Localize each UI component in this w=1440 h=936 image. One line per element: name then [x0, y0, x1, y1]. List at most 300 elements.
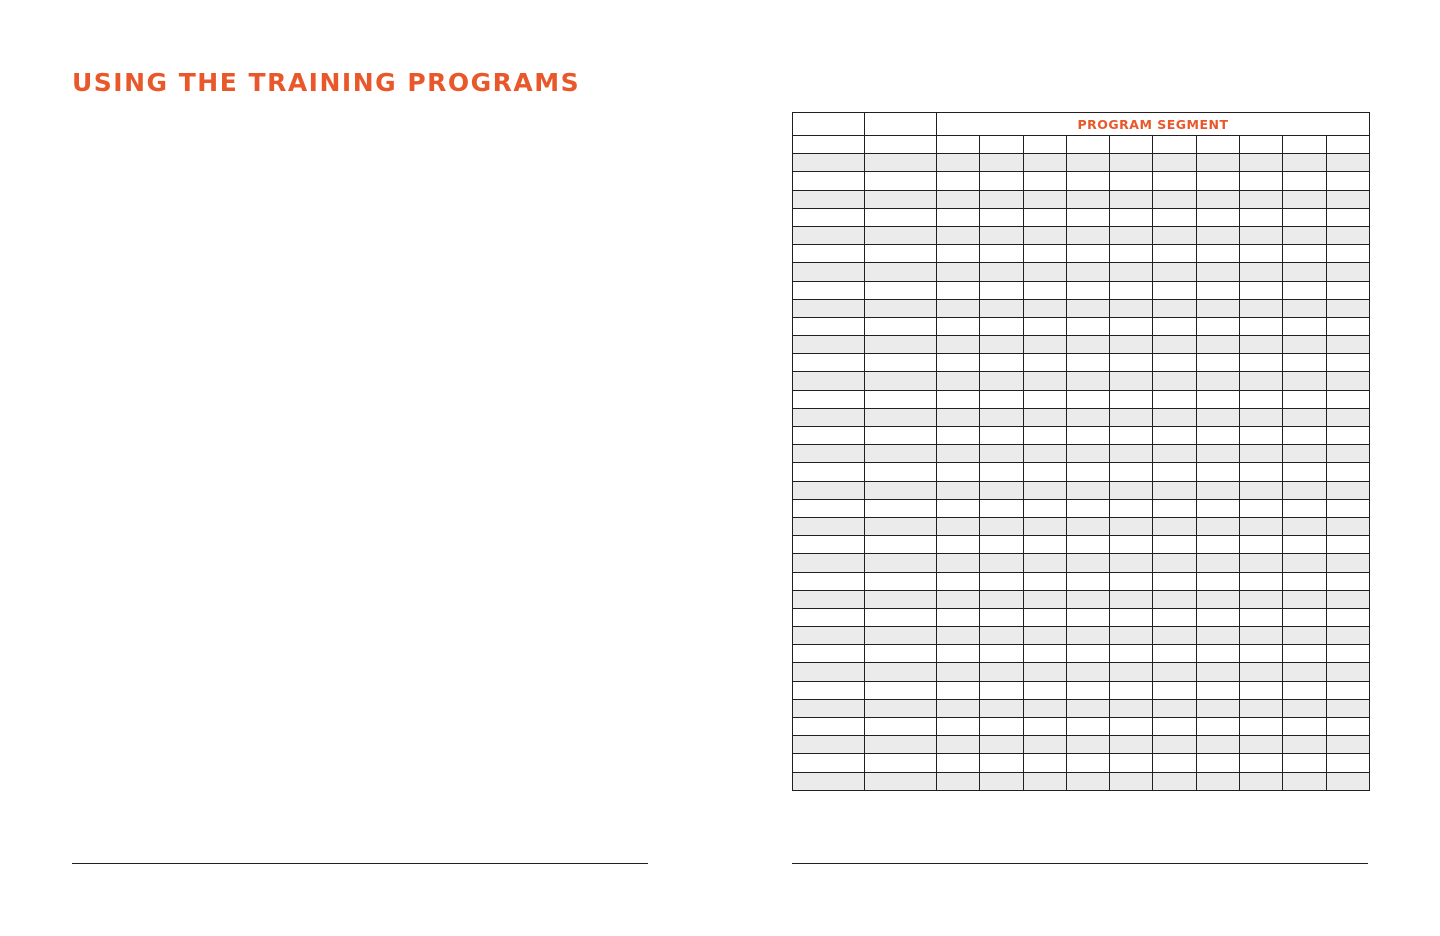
table-row	[793, 172, 1370, 190]
table-cell	[1326, 390, 1369, 408]
table-cell	[1110, 590, 1153, 608]
table-cell	[1153, 627, 1196, 645]
table-cell	[1110, 663, 1153, 681]
table-cell	[1326, 317, 1369, 335]
table-row	[793, 245, 1370, 263]
table-cell	[1326, 372, 1369, 390]
table-cell	[793, 354, 865, 372]
table-cell	[1066, 463, 1109, 481]
table-cell	[865, 136, 937, 154]
table-cell	[1326, 154, 1369, 172]
table-row	[793, 299, 1370, 317]
header-cell-blank	[793, 113, 865, 136]
table-row	[793, 699, 1370, 717]
table-cell	[1326, 608, 1369, 626]
table-row	[793, 572, 1370, 590]
table-cell	[1196, 299, 1239, 317]
table-cell	[1196, 463, 1239, 481]
table-cell	[1023, 299, 1066, 317]
table-cell	[793, 481, 865, 499]
table-cell	[937, 736, 980, 754]
table-cell	[1110, 572, 1153, 590]
table-cell	[1196, 736, 1239, 754]
table-cell	[865, 772, 937, 790]
table-cell	[937, 172, 980, 190]
table-cell	[1110, 736, 1153, 754]
table-cell	[980, 408, 1023, 426]
table-cell	[1110, 299, 1153, 317]
table-cell	[1326, 554, 1369, 572]
table-cell	[1066, 445, 1109, 463]
table-cell	[793, 754, 865, 772]
table-cell	[980, 463, 1023, 481]
table-cell	[1153, 663, 1196, 681]
table-cell	[1110, 190, 1153, 208]
table-cell	[1153, 427, 1196, 445]
table-cell	[1153, 226, 1196, 244]
table-row	[793, 408, 1370, 426]
table-cell	[1196, 481, 1239, 499]
table-cell	[1196, 681, 1239, 699]
table-cell	[1066, 481, 1109, 499]
table-cell	[1153, 608, 1196, 626]
table-cell	[1066, 154, 1109, 172]
table-row	[793, 718, 1370, 736]
table-cell	[1196, 718, 1239, 736]
table-cell	[980, 590, 1023, 608]
table-cell	[865, 427, 937, 445]
table-cell	[1326, 627, 1369, 645]
table-cell	[1023, 699, 1066, 717]
table-cell	[1240, 699, 1283, 717]
table-cell	[865, 172, 937, 190]
table-cell	[1283, 554, 1326, 572]
table-cell	[937, 299, 980, 317]
table-cell	[1023, 554, 1066, 572]
table-cell	[1196, 263, 1239, 281]
table-cell	[1110, 517, 1153, 535]
table-cell	[1196, 136, 1239, 154]
table-cell	[1240, 499, 1283, 517]
table-cell	[1283, 718, 1326, 736]
table-cell	[1153, 299, 1196, 317]
table-cell	[1326, 445, 1369, 463]
table-cell	[793, 572, 865, 590]
table-cell	[980, 536, 1023, 554]
table-cell	[865, 645, 937, 663]
table-cell	[1110, 208, 1153, 226]
table-cell	[1066, 590, 1109, 608]
table-cell	[937, 554, 980, 572]
table-row	[793, 499, 1370, 517]
table-cell	[1240, 463, 1283, 481]
table-cell	[1283, 372, 1326, 390]
table-cell	[1153, 499, 1196, 517]
table-cell	[1153, 772, 1196, 790]
table-cell	[793, 718, 865, 736]
table-body	[793, 113, 1370, 791]
table-cell	[1196, 336, 1239, 354]
table-cell	[937, 481, 980, 499]
table-cell	[793, 317, 865, 335]
table-cell	[1153, 572, 1196, 590]
table-cell	[980, 263, 1023, 281]
table-row	[793, 263, 1370, 281]
table-row	[793, 517, 1370, 535]
table-cell	[1326, 281, 1369, 299]
table-cell	[1326, 427, 1369, 445]
table-cell	[1023, 499, 1066, 517]
table-cell	[1283, 408, 1326, 426]
table-cell	[865, 590, 937, 608]
table-cell	[1066, 608, 1109, 626]
table-row	[793, 663, 1370, 681]
table-cell	[793, 245, 865, 263]
table-cell	[1196, 372, 1239, 390]
table-cell	[937, 372, 980, 390]
table-cell	[1283, 572, 1326, 590]
table-cell	[1240, 136, 1283, 154]
table-row	[793, 372, 1370, 390]
table-cell	[980, 572, 1023, 590]
table-cell	[937, 608, 980, 626]
table-cell	[937, 517, 980, 535]
table-cell	[1023, 718, 1066, 736]
table-cell	[793, 736, 865, 754]
table-cell	[1283, 463, 1326, 481]
table-cell	[1110, 445, 1153, 463]
table-cell	[1283, 445, 1326, 463]
table-row	[793, 463, 1370, 481]
table-cell	[1196, 172, 1239, 190]
table-cell	[793, 554, 865, 572]
table-cell	[980, 299, 1023, 317]
table-cell	[1283, 190, 1326, 208]
table-row	[793, 390, 1370, 408]
table-cell	[1153, 245, 1196, 263]
table-cell	[1066, 208, 1109, 226]
table-cell	[980, 336, 1023, 354]
table-cell	[1153, 263, 1196, 281]
table-cell	[1110, 699, 1153, 717]
table-cell	[1196, 627, 1239, 645]
table-cell	[1326, 299, 1369, 317]
table-cell	[1066, 245, 1109, 263]
table-cell	[1240, 354, 1283, 372]
table-cell	[1023, 645, 1066, 663]
table-cell	[1240, 663, 1283, 681]
table-cell	[937, 536, 980, 554]
table-cell	[937, 754, 980, 772]
table-cell	[980, 136, 1023, 154]
table-cell	[1283, 608, 1326, 626]
table-cell	[1153, 554, 1196, 572]
table-row	[793, 590, 1370, 608]
table-cell	[1196, 572, 1239, 590]
table-cell	[1240, 336, 1283, 354]
table-cell	[1066, 190, 1109, 208]
table-cell	[1023, 572, 1066, 590]
table-cell	[1066, 226, 1109, 244]
table-cell	[793, 154, 865, 172]
table-cell	[1283, 499, 1326, 517]
table-cell	[980, 372, 1023, 390]
table-cell	[865, 572, 937, 590]
table-cell	[937, 499, 980, 517]
table-cell	[1283, 281, 1326, 299]
table-cell	[1283, 172, 1326, 190]
table-cell	[1283, 263, 1326, 281]
table-cell	[793, 263, 865, 281]
table-cell	[1153, 445, 1196, 463]
table-cell	[1240, 281, 1283, 299]
table-cell	[1153, 481, 1196, 499]
table-cell	[1240, 645, 1283, 663]
table-cell	[980, 718, 1023, 736]
table-cell	[980, 190, 1023, 208]
table-cell	[793, 172, 865, 190]
table-cell	[1240, 754, 1283, 772]
table-cell	[980, 645, 1023, 663]
table-cell	[793, 517, 865, 535]
table-cell	[1283, 517, 1326, 535]
table-cell	[937, 445, 980, 463]
table-cell	[1110, 372, 1153, 390]
table-cell	[1066, 718, 1109, 736]
table-cell	[1023, 445, 1066, 463]
table-cell	[1023, 536, 1066, 554]
table-cell	[865, 481, 937, 499]
table-cell	[1066, 772, 1109, 790]
table-cell	[937, 718, 980, 736]
table-cell	[1283, 590, 1326, 608]
table-cell	[937, 681, 980, 699]
table-cell	[1196, 754, 1239, 772]
table-cell	[980, 445, 1023, 463]
table-cell	[1283, 336, 1326, 354]
table-cell	[1196, 427, 1239, 445]
program-segment-table	[792, 112, 1370, 791]
table-cell	[1196, 517, 1239, 535]
table-cell	[1110, 390, 1153, 408]
table-cell	[793, 445, 865, 463]
table-cell	[1326, 645, 1369, 663]
table-cell	[865, 754, 937, 772]
table-cell	[865, 263, 937, 281]
table-cell	[1283, 663, 1326, 681]
table-cell	[1066, 136, 1109, 154]
table-cell	[793, 136, 865, 154]
table-cell	[937, 136, 980, 154]
table-cell	[1066, 408, 1109, 426]
table-cell	[1283, 208, 1326, 226]
table-cell	[1153, 517, 1196, 535]
table-cell	[937, 354, 980, 372]
table-cell	[865, 317, 937, 335]
table-cell	[1240, 627, 1283, 645]
table-cell	[1023, 772, 1066, 790]
table-cell	[1066, 554, 1109, 572]
table-cell	[1153, 372, 1196, 390]
table-cell	[1023, 608, 1066, 626]
table-cell	[1240, 572, 1283, 590]
table-cell	[1153, 681, 1196, 699]
table-cell	[1240, 299, 1283, 317]
table-cell	[865, 627, 937, 645]
table-cell	[1196, 354, 1239, 372]
table-cell	[865, 718, 937, 736]
table-cell	[1110, 136, 1153, 154]
table-cell	[1110, 172, 1153, 190]
table-cell	[1326, 590, 1369, 608]
table-cell	[937, 408, 980, 426]
table-cell	[1240, 554, 1283, 572]
table-cell	[1196, 772, 1239, 790]
table-cell	[1196, 645, 1239, 663]
table-cell	[865, 372, 937, 390]
table-cell	[865, 190, 937, 208]
table-cell	[1196, 226, 1239, 244]
table-cell	[1240, 317, 1283, 335]
table-cell	[1196, 245, 1239, 263]
table-cell	[865, 408, 937, 426]
table-cell	[1110, 427, 1153, 445]
table-cell	[1196, 190, 1239, 208]
table-cell	[793, 772, 865, 790]
table-row	[793, 736, 1370, 754]
table-cell	[865, 463, 937, 481]
table-cell	[1196, 536, 1239, 554]
table-row	[793, 554, 1370, 572]
table-row	[793, 645, 1370, 663]
table-cell	[1023, 517, 1066, 535]
table-cell	[793, 681, 865, 699]
header-cell-blank	[865, 113, 937, 136]
table-cell	[1023, 681, 1066, 699]
table-cell	[1153, 154, 1196, 172]
table-cell	[1023, 408, 1066, 426]
table-cell	[980, 245, 1023, 263]
table-cell	[1023, 354, 1066, 372]
table-cell	[1283, 736, 1326, 754]
table-cell	[1066, 172, 1109, 190]
table-cell	[1153, 190, 1196, 208]
table-cell	[937, 463, 980, 481]
right-page-rule	[792, 863, 1368, 864]
table-row	[793, 754, 1370, 772]
table-cell	[937, 263, 980, 281]
table-cell	[865, 608, 937, 626]
table-cell	[1153, 645, 1196, 663]
table-cell	[1283, 226, 1326, 244]
table-cell	[1240, 445, 1283, 463]
table-cell	[1110, 627, 1153, 645]
table-cell	[1110, 772, 1153, 790]
table-cell	[1066, 572, 1109, 590]
table-cell	[1153, 699, 1196, 717]
table-cell	[1023, 663, 1066, 681]
table-cell	[1326, 408, 1369, 426]
table-cell	[1153, 390, 1196, 408]
table-cell	[937, 390, 980, 408]
table-cell	[1066, 681, 1109, 699]
table-cell	[1066, 627, 1109, 645]
table-cell	[1023, 627, 1066, 645]
table-cell	[865, 699, 937, 717]
table-cell	[1110, 481, 1153, 499]
table-cell	[1110, 263, 1153, 281]
table-cell	[1153, 590, 1196, 608]
table-cell	[980, 499, 1023, 517]
table-cell	[1110, 226, 1153, 244]
table-cell	[937, 281, 980, 299]
table-cell	[1110, 681, 1153, 699]
table-cell	[1066, 736, 1109, 754]
table-cell	[980, 663, 1023, 681]
table-cell	[1326, 754, 1369, 772]
table-cell	[1023, 154, 1066, 172]
table-row	[793, 226, 1370, 244]
table-row	[793, 208, 1370, 226]
table-cell	[937, 190, 980, 208]
table-cell	[980, 554, 1023, 572]
table-cell	[1240, 517, 1283, 535]
table-cell	[1110, 645, 1153, 663]
table-cell	[1110, 336, 1153, 354]
table-cell	[1240, 590, 1283, 608]
program-segment-header: PROGRAM SEGMENT	[937, 113, 1370, 136]
table-cell	[937, 663, 980, 681]
table-cell	[980, 208, 1023, 226]
table-cell	[937, 336, 980, 354]
table-cell	[1240, 190, 1283, 208]
table-cell	[1196, 699, 1239, 717]
table-cell	[1326, 172, 1369, 190]
table-cell	[1153, 408, 1196, 426]
table-cell	[793, 627, 865, 645]
table-cell	[1110, 754, 1153, 772]
table-cell	[1066, 317, 1109, 335]
table-cell	[1283, 427, 1326, 445]
table-cell	[1153, 754, 1196, 772]
table-cell	[793, 536, 865, 554]
table-cell	[865, 445, 937, 463]
table-cell	[937, 590, 980, 608]
table-cell	[1240, 681, 1283, 699]
table-cell	[793, 663, 865, 681]
table-cell	[865, 245, 937, 263]
table-cell	[1326, 481, 1369, 499]
table-row	[793, 336, 1370, 354]
table-cell	[937, 627, 980, 645]
table-cell	[1326, 772, 1369, 790]
table-cell	[1283, 536, 1326, 554]
table-cell	[1110, 408, 1153, 426]
table-cell	[1283, 299, 1326, 317]
table-cell	[1110, 718, 1153, 736]
table-cell	[1066, 699, 1109, 717]
table-cell	[1240, 481, 1283, 499]
table-cell	[1326, 208, 1369, 226]
table-row	[793, 317, 1370, 335]
left-page-rule	[72, 863, 648, 864]
table-cell	[1283, 481, 1326, 499]
table-cell	[1326, 245, 1369, 263]
table-cell	[1283, 627, 1326, 645]
table-cell	[1023, 190, 1066, 208]
table-cell	[1023, 463, 1066, 481]
table-cell	[793, 590, 865, 608]
